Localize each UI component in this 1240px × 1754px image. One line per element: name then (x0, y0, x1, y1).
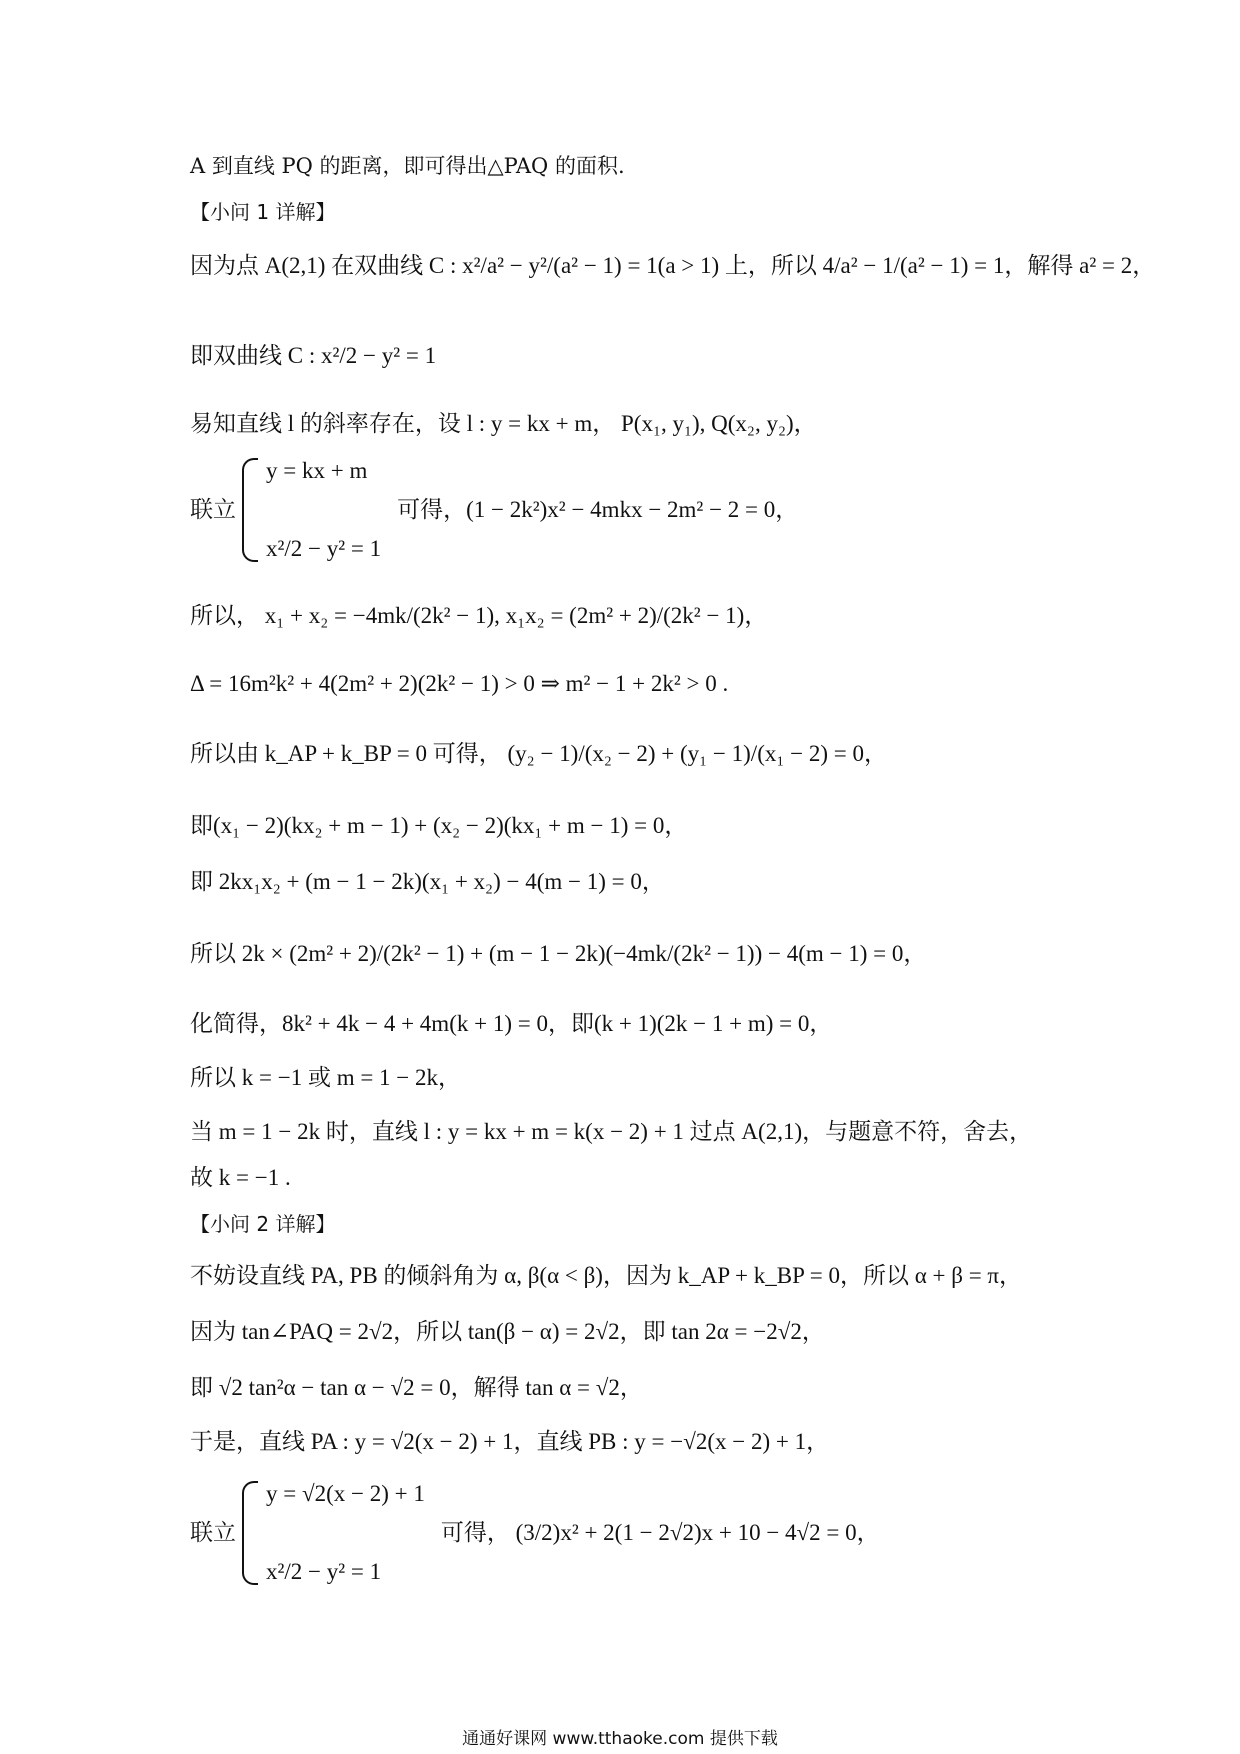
equation-row: x²/2 − y² = 1 (266, 536, 382, 561)
brace-icon (242, 458, 258, 562)
text-line: 所以 k = −1 或 m = 1 − 2k， (190, 1065, 462, 1090)
equation-row: y = kx + m (266, 458, 368, 483)
text-line: 联立 (190, 497, 236, 522)
text-line: 于是，直线 PA : y = √2(x − 2) + 1，直线 PB : y = −√2(x − 2) + 1， (190, 1429, 830, 1454)
text-line: 因为 tan∠PAQ = 2√2，所以 tan(β − α) = 2√2，即 tan 2α = −2√2， (190, 1319, 825, 1344)
text-line: 即 2kx₁x₂ + (m − 1 − 2k)(x₁ + x₂) − 4(m − 1) = 0， (190, 869, 665, 894)
equation-rows (266, 1478, 425, 1588)
equation-system (190, 1478, 1080, 1588)
text-line: 即(x₁ − 2)(kx₂ + m − 1) + (x₂ − 2)(kx₁ + m − 1) = 0， (190, 813, 688, 838)
text-line: 故 k = −1 . (190, 1165, 291, 1190)
text-line: 即双曲线 C : x²/2 − y² = 1 (190, 343, 437, 368)
text-line: 可得，(1 − 2k²)x² − 4mkx − 2m² − 2 = 0， (397, 497, 799, 522)
text-line: A 到直线 PQ 的距离，即可得出△PAQ 的面积. (190, 154, 625, 178)
text-line: 所以， x₁ + x₂ = −4mk/(2k² − 1), x₁x₂ = (2m² + 2)/(2k² − 1)， (190, 603, 768, 628)
equation-rows (266, 455, 381, 565)
equation-row: y = √2(x − 2) + 1 (266, 1481, 425, 1506)
text-line: 可得， (3/2)x² + 2(1 − 2√2)x + 10 − 4√2 = 0， (440, 1520, 880, 1545)
section-heading: 【小问 2 详解】 (190, 1212, 336, 1236)
section-heading: 【小问 1 详解】 (190, 200, 336, 224)
text-line: 当 m = 1 − 2k 时，直线 l : y = kx + m = k(x − 2) + 1 过点 A(2,1)，与题意不符，舍去， (190, 1119, 1033, 1144)
text-line: 所以 2k × (2m² + 2)/(2k² − 1) + (m − 1 − 2k)(−4mk/(2k² − 1)) − 4(m − 1) = 0， (190, 941, 927, 966)
equation-system (190, 455, 1080, 565)
text-line: 化简得，8k² + 4k − 4 + 4m(k + 1) = 0，即(k + 1)(2k − 1 + m) = 0， (190, 1011, 833, 1036)
equation-row: x²/2 − y² = 1 (266, 1559, 382, 1584)
text-line: 联立 (190, 1520, 236, 1545)
text-line: 所以由 k_AP + k_BP = 0 可得， (y₂ − 1)/(x₂ − 2) + (y₁ − 1)/(x₁ − 2) = 0， (190, 741, 887, 766)
text-line: 不妨设直线 PA, PB 的倾斜角为 α, β(α < β)，因为 k_AP + k_BP = 0，所以 α + β = π， (190, 1263, 1023, 1288)
text-line: 即 √2 tan²α − tan α − √2 = 0，解得 tan α = √2， (190, 1375, 643, 1400)
text-line: Δ = 16m²k² + 4(2m² + 2)(2k² − 1) > 0 ⇒ m² − 1 + 2k² > 0 . (190, 671, 729, 696)
text-line: 因为点 A(2,1) 在双曲线 C : x²/a² − y²/(a² − 1) = 1(a > 1) 上，所以 4/a² − 1/(a² − 1) = 1，解得 a² = 2， (190, 253, 1156, 278)
page-footer: 通通好课网 www.tthaoke.com 提供下载 (462, 1729, 778, 1749)
brace-icon (242, 1481, 258, 1585)
text-line: 易知直线 l 的斜率存在，设 l : y = kx + m， P(x₁, y₁), Q(x₂, y₂)， (190, 411, 817, 436)
